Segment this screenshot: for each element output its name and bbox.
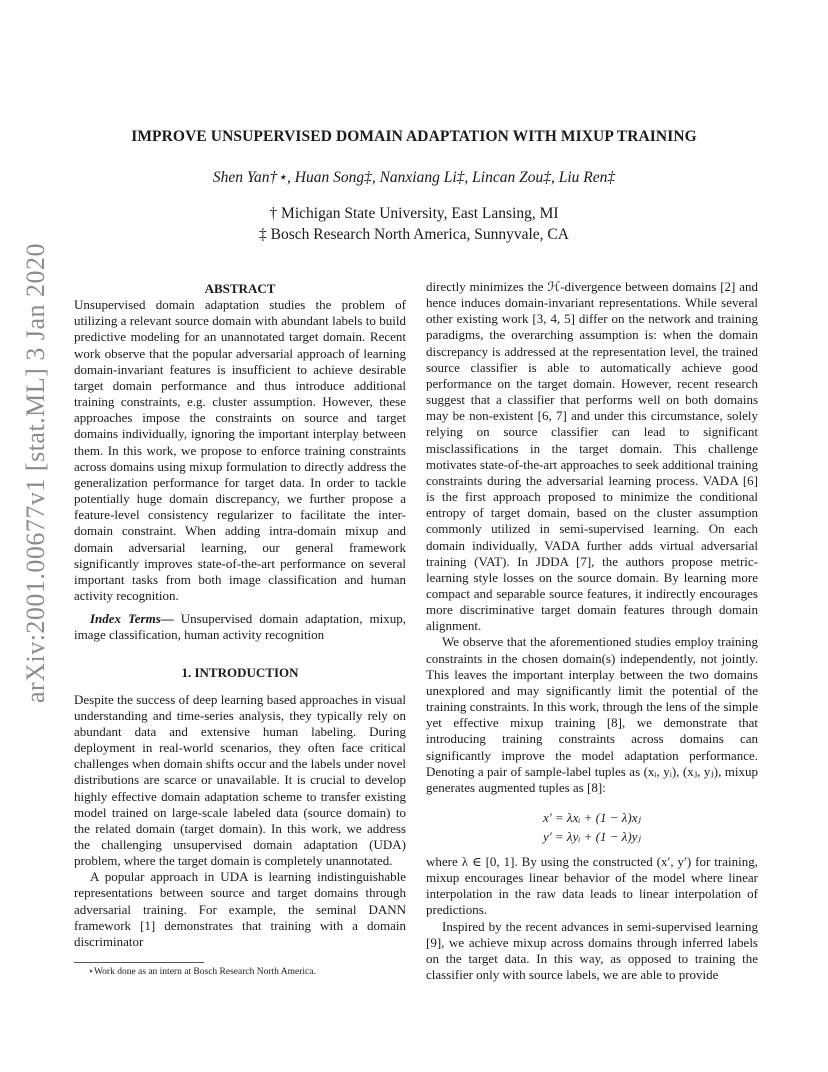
right-paragraph-4: Inspired by the recent advances in semi-supervised learning [9], we achieve mixup across domains through inferred labels on the target data. In this way, as opposed to training the classifier only with source labels, we are able to provide xyxy=(426,918,758,983)
abstract-text: Unsupervised domain adaptation studies the problem of utilizing a relevant source domain with abundant labels to build predictive modeling for an unannotated target domain. Recent work observe that the popular adversarial approach of learning domain-invariant features is insufficient to achieve desirable target domain performance and thus introduce additional training constraints, e.g. cluster assumption. However, these approaches impose the constraints on source and target domains individually, ignoring the important interplay between them. In this work, we propose to enforce training constraints across domains using mixup formulation to directly address the generalization performance for target data. In order to tackle potentially huge domain discrepancy, we further propose a feature-level consistency regularizer to facilitate the inter-domain constraint. When adding intra-domain mixup and domain adversarial learning, our general framework significantly improves state-of-the-art performance on several important tasks from both image classification and human activity recognition. xyxy=(74,297,406,603)
mixup-equation xyxy=(426,808,758,846)
intro-paragraph-1: Despite the success of deep learning based approaches in visual understanding and time-series analysis, they typically rely on abundant data and extensive human labeling. During deployment in real-world scenarios, they often face critical challenges when domain shifts occur and the labels under novel distributions are scarce or unavailable. It is crucial to develop highly effective domain adaptation scheme to transfer existing model trained on large-scale labeled data (source domain) to the related domain (target domain). In this work, we address the challenging unsupervised domain adaptation (UDA) problem, where the target domain is completely unannotated. xyxy=(74,691,406,869)
footnote-rule xyxy=(74,962,204,963)
equation-line-1: x′ = λxᵢ + (1 − λ)xⱼ xyxy=(543,810,641,825)
arxiv-identifier: arXiv:2001.00677v1 [stat.ML] 3 Jan 2020 xyxy=(21,242,50,704)
footnote: ⋆Work done as an intern at Bosch Research North America. xyxy=(88,967,316,977)
index-terms xyxy=(74,611,406,643)
right-paragraph-3: where λ ∈ [0, 1]. By using the constructed (x′, y′) for training, mixup encourages linear behavior of the model where linear interpolation in the raw data leads to linear interpolation of predictions. xyxy=(426,854,758,918)
index-terms-label: Index Terms— xyxy=(90,611,174,627)
right-column xyxy=(426,279,758,983)
index-terms-text: Unsupervised domain adaptation, mixup, image classification, human activity recognition xyxy=(74,611,406,643)
paper-title: IMPROVE UNSUPERVISED DOMAIN ADAPTATION WITH MIXUP TRAINING xyxy=(131,128,697,145)
abstract-heading: ABSTRACT xyxy=(204,281,276,296)
arxiv-sidebar xyxy=(0,0,60,1072)
section-heading-introduction: 1. INTRODUCTION xyxy=(181,665,299,681)
equation-line-2: y′ = λyᵢ + (1 − λ)yⱼ xyxy=(543,829,641,844)
intro-paragraph-2: A popular approach in UDA is learning indistinguishable representations between source and target domains through adversarial training. For example, the seminal DANN framework [1] demonstrates that training with a domain discriminator xyxy=(74,869,406,949)
affiliation-2: ‡ Bosch Research North America, Sunnyvale, CA xyxy=(259,226,569,243)
author-list: Shen Yan†⋆, Huan Song‡, Nanxiang Li‡, Lincan Zou‡, Liu Ren‡ xyxy=(212,169,616,186)
affiliation-1: † Michigan State University, East Lansing, MI xyxy=(269,205,559,222)
left-column xyxy=(74,281,406,950)
right-paragraph-1: directly minimizes the ℋ-divergence between domains [2] and hence induces domain-invariant representations. While several other existing work [3, 4, 5] differ on the network and training paradigms, the overarching assumption is: when the domain discrepancy is addressed at the representation level, the trained source classifier is able to automatically achieve good performance on the target domain. However, recent research suggest that a classifier that performs well on both domains may be non-existent [6, 7] and under this circumstance, solely relying on source classifier can lead to significant misclassifications in the target domain. This challenge motivates state-of-the-art approaches to seek additional training constraints during the adversarial learning process. VADA [6] is the first approach proposed to minimize the conditional entropy of target domain, based on the cluster assumption commonly utilized in semi-supervised learning. On each domain individually, VADA further adds virtual adversarial training (VAT). In JDDA [7], the authors propose metric-learning style losses on the source domain. By learning more compact and separable source features, it indirectly encourages more discriminative target domain features through domain alignment. xyxy=(426,279,758,634)
right-paragraph-2: We observe that the aforementioned studies employ training constraints in the chosen domain(s) independently, not jointly. This leaves the important interplay between the two domains unexplored and may significantly limit the potential of the training constraints. In this work, through the lens of the simple yet effective mixup training [8], we demonstrate that introducing training constraints across domains can significantly improve the model adaptation performance. Denoting a pair of sample-label tuples as (xᵢ, yᵢ), (xⱼ, yⱼ), mixup generates augmented tuples as [8]: xyxy=(426,634,758,795)
